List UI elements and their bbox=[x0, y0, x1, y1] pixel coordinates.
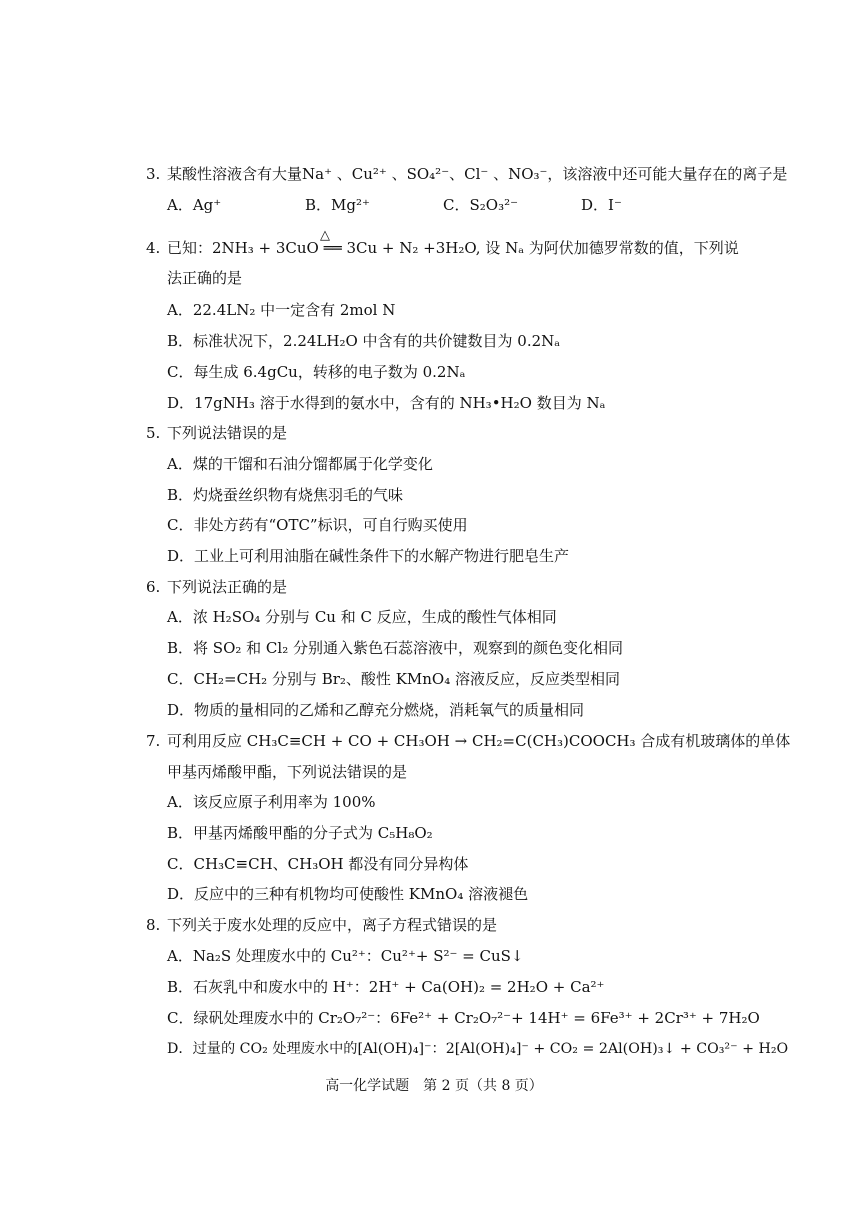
option-d: D．物质的量相同的乙烯和乙醇充分燃烧，消耗氧气的质量相同 bbox=[167, 701, 585, 719]
question-number: 5. bbox=[146, 424, 161, 442]
option-d: D．17gNH₃ 溶于水得到的氨水中，含有的 NH₃•H₂O 数目为 Nₐ bbox=[167, 394, 606, 412]
question-stem-line-2: 甲基丙烯酸甲酯，下列说法错误的是 bbox=[167, 763, 408, 781]
option-a: A．22.4LN₂ 中一定含有 2mol N bbox=[167, 301, 396, 319]
option-c: C．绿矾处理废水中的 Cr₂O₇²⁻：6Fe²⁺ + Cr₂O₇²⁻+ 14H⁺ = 6Fe³⁺ + 2Cr³⁺ + 7H₂O bbox=[167, 1009, 760, 1027]
option-b: B．将 SO₂ 和 Cl₂ 分别通入紫色石蕊溶液中，观察到的颜色变化相同 bbox=[167, 639, 623, 657]
question-stem: 某酸性溶液含有大量Na⁺ 、Cu²⁺ 、SO₄²⁻、Cl⁻ 、NO₃⁻，该溶液中还可能大量存在的离子是 bbox=[167, 165, 788, 183]
option-d: D．工业上可利用油脂在碱性条件下的水解产物进行肥皂生产 bbox=[167, 547, 570, 565]
page-footer: 高一化学试题 第 2 页（共 8 页） bbox=[325, 1078, 543, 1094]
option-a: A．浓 H₂SO₄ 分别与 Cu 和 C 反应，生成的酸性气体相同 bbox=[167, 608, 557, 626]
question-number: 4. bbox=[146, 239, 161, 257]
question-number: 8. bbox=[146, 916, 161, 934]
option-b: B．甲基丙烯酸甲酯的分子式为 C₅H₈O₂ bbox=[167, 824, 433, 842]
question-stem: 下列说法正确的是 bbox=[167, 578, 288, 596]
question-number: 7. bbox=[146, 732, 161, 750]
option-a: A．Ag⁺ bbox=[167, 196, 222, 214]
question-stem-line-2: 法正确的是 bbox=[167, 269, 243, 287]
option-d: D．过量的 CO₂ 处理废水中的[Al(OH)₄]⁻：2[Al(OH)₄]⁻ + CO₂ = 2Al(OH)₃↓ + CO₃²⁻ + H₂O bbox=[167, 1041, 789, 1057]
question-stem-line-1: 已知：2NH₃ + 3CuO ══ 3Cu + N₂ +3H₂O, 设 Nₐ 为阿伏加德罗常数的值，下列说 bbox=[167, 239, 739, 257]
option-a: A．该反应原子利用率为 100% bbox=[167, 793, 376, 811]
option-b: B．标准状况下，2.24LH₂O 中含有的共价键数目为 0.2Nₐ bbox=[167, 332, 561, 350]
option-a: A．Na₂S 处理废水中的 Cu²⁺：Cu²⁺+ S²⁻ = CuS↓ bbox=[167, 947, 524, 965]
heating-condition-mark: △ bbox=[320, 228, 330, 243]
option-a: A．煤的干馏和石油分馏都属于化学变化 bbox=[167, 455, 433, 473]
option-c: C．CH₃C≡CH、CH₃OH 都没有同分异构体 bbox=[167, 855, 469, 873]
question-number: 6. bbox=[146, 578, 161, 596]
question-number: 3. bbox=[146, 165, 161, 183]
option-c: C．CH₂=CH₂ 分别与 Br₂、酸性 KMnO₄ 溶液反应，反应类型相同 bbox=[167, 670, 621, 688]
option-c: C．S₂O₃²⁻ bbox=[443, 196, 519, 214]
option-d: D．I⁻ bbox=[581, 196, 622, 214]
option-b: B．Mg²⁺ bbox=[305, 196, 370, 214]
question-stem-line-1: 可利用反应 CH₃C≡CH + CO + CH₃OH → CH₂=C(CH₃)COOCH₃ 合成有机玻璃体的单体 bbox=[167, 732, 791, 750]
option-c: C．每生成 6.4gCu，转移的电子数为 0.2Nₐ bbox=[167, 363, 466, 381]
question-stem: 下列说法错误的是 bbox=[167, 424, 288, 442]
option-b: B．灼烧蚕丝织物有烧焦羽毛的气味 bbox=[167, 486, 404, 504]
question-stem: 下列关于废水处理的反应中，离子方程式错误的是 bbox=[167, 916, 498, 934]
option-c: C．非处方药有“OTC”标识，可自行购买使用 bbox=[167, 516, 468, 534]
option-b: B．石灰乳中和废水中的 H⁺：2H⁺ + Ca(OH)₂ = 2H₂O + Ca²⁺ bbox=[167, 978, 605, 996]
option-d: D．反应中的三种有机物均可使酸性 KMnO₄ 溶液褪色 bbox=[167, 885, 529, 903]
